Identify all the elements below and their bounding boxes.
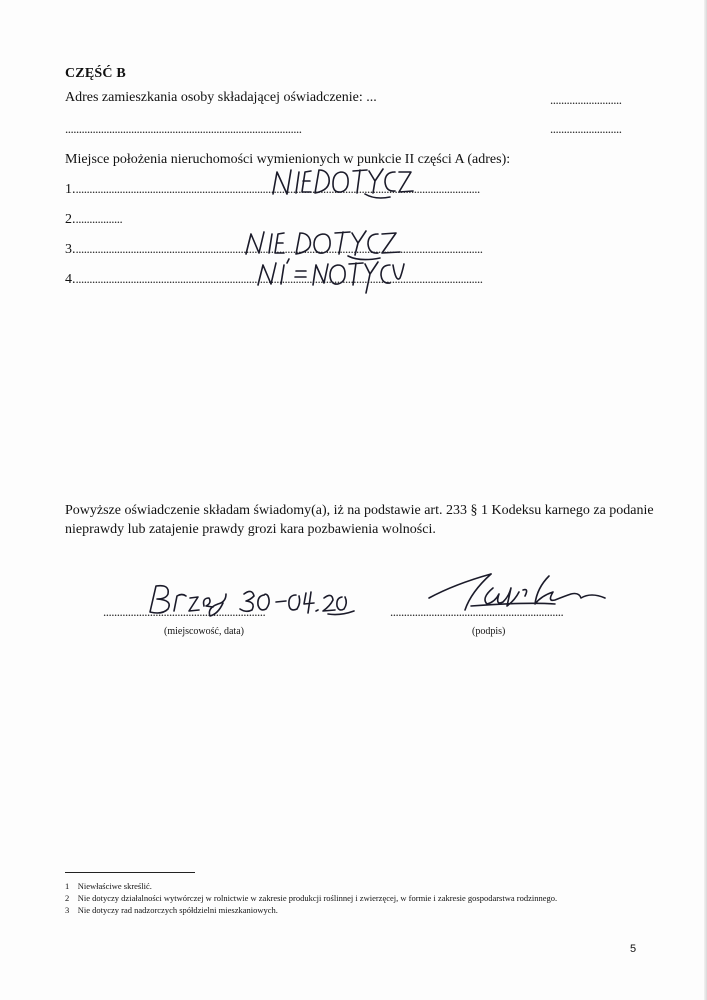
item-number: 4. xyxy=(65,272,76,287)
item-dots: ................................................................................................................................................... xyxy=(75,181,480,196)
footnote-text: Nie dotyczy rad nadzorczych spółdzielni mieszkaniowych. xyxy=(77,905,278,915)
property-item-2 xyxy=(65,211,122,228)
item-dots: ................. xyxy=(75,211,123,226)
footnote-number: 2 xyxy=(65,893,70,903)
footnote-number: 1 xyxy=(65,881,70,891)
address-line2-dots-left: ...................................................................................... xyxy=(65,121,302,136)
handwritten-not-applicable-1 xyxy=(265,164,415,204)
item-number: 3. xyxy=(65,242,76,257)
property-label: Miejsce położenia nieruchomości wymienionych w punkcie II części A (adres): xyxy=(65,152,511,167)
section-heading: CZĘŚĆ B xyxy=(65,66,126,81)
footnote-text: Nie dotyczy działalności wytwórczej w rolnictwie w zakresie produkcji roślinnej i zwierzęcej, w formie i zakresie gospodarstwa rodzinnego. xyxy=(77,893,558,903)
item-dots: .................................................................................................................................................... xyxy=(75,271,483,286)
place-date-caption: (miejscowość, data) xyxy=(164,626,244,637)
item-number: 1. xyxy=(65,182,76,197)
item-number: 2. xyxy=(65,212,76,227)
footnote-3 xyxy=(65,905,278,915)
handwritten-place-date xyxy=(140,578,360,620)
footnote-2 xyxy=(65,893,557,903)
declaration-line-1: Powyższe oświadczenie składam świadomy(a), iż na podstawie art. 233 § 1 Kodeksu karnego za podanie xyxy=(65,503,654,518)
footnote-text: Niewłaściwe skreślić. xyxy=(77,881,152,891)
declaration-line-2: nieprawdy lub zatajenie prawdy grozi kara pozbawienia wolności. xyxy=(65,522,436,537)
address-label: Adres zamieszkania osoby składającej oświadczenie: ... xyxy=(65,90,377,105)
footnote-1 xyxy=(65,881,152,891)
footnote-number: 3 xyxy=(65,905,70,915)
item-dots: .................................................................................................................................................... xyxy=(75,241,483,256)
address-line1-dots: .......................... xyxy=(550,92,622,107)
signature-caption: (podpis) xyxy=(472,626,506,637)
handwritten-not-applicable-4 xyxy=(250,253,410,297)
handwritten-signature xyxy=(415,562,615,622)
footnote-separator xyxy=(65,872,195,873)
page-number: 5 xyxy=(630,943,637,955)
signature-dots: ............................................................... xyxy=(390,604,564,619)
place-date-dots: ........................................................... xyxy=(103,604,266,619)
address-line2-dots-right: .......................... xyxy=(550,121,622,136)
